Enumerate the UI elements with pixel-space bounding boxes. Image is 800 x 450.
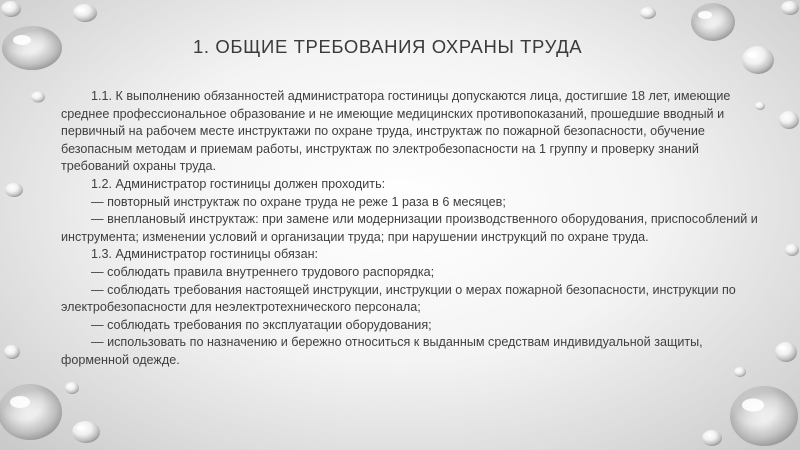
paragraph-1-2: 1.2. Администратор гостиницы должен проходить: bbox=[91, 176, 386, 191]
drop-icon bbox=[775, 342, 797, 362]
drop-icon bbox=[781, 1, 799, 15]
drop-icon bbox=[640, 7, 656, 19]
drop-icon bbox=[702, 430, 722, 446]
drop-icon bbox=[4, 345, 20, 359]
drop-icon bbox=[785, 244, 799, 256]
drop-icon bbox=[31, 92, 45, 103]
drop-icon bbox=[73, 4, 97, 22]
list-item: — соблюдать требования настоящей инструкции, инструкции о мерах пожарной безопасности, инструкции по электробезопасности для неэлектротехнического персонала; bbox=[61, 282, 736, 315]
list-item: — соблюдать правила внутреннего трудового распорядка; bbox=[91, 264, 435, 279]
list-item: — соблюдать требования по эксплуатации оборудования; bbox=[91, 317, 432, 332]
drop-icon bbox=[5, 183, 23, 197]
drop-icon bbox=[1, 1, 21, 17]
drop-icon bbox=[65, 382, 79, 394]
drop-icon bbox=[730, 386, 798, 446]
drop-icon bbox=[691, 3, 735, 41]
drop-icon bbox=[0, 384, 62, 440]
drop-icon bbox=[72, 421, 100, 443]
paragraph-1-1: 1.1. К выполнению обязанностей администратора гостиницы допускаются лица, достигшие 18 лет, имеющие среднее профессиональное образование и не имеющие медицинских противопоказаний, прошедшие вводный и первичный на рабочем месте инструктажи по охране труда, инструктаж по пожарной безопасности, обучение безопасным методам и приемам работы, инструктаж по электробезопасности на 1 группу и проверку знаний требований охраны труда. bbox=[61, 89, 731, 174]
list-item: — использовать по назначению и бережно относиться к выданным средствам индивидуальной защиты, форменной одежде. bbox=[61, 335, 703, 367]
list-item: — внеплановый инструктаж: при замене или модернизации производственного оборудования, приспособлений и инструмента; изменении условий и организации труда; при нарушении инструкций по охране труда. bbox=[61, 212, 758, 244]
list-item: — повторный инструктаж по охране труда не реже 1 раза в 6 месяцев; bbox=[91, 194, 506, 209]
drop-icon bbox=[742, 46, 774, 74]
drop-icon bbox=[2, 26, 62, 70]
drop-icon bbox=[779, 111, 799, 129]
slide-body bbox=[61, 88, 761, 370]
slide-title: 1. ОБЩИЕ ТРЕБОВАНИЯ ОХРАНЫ ТРУДА bbox=[193, 36, 583, 57]
paragraph-1-3: 1.3. Администратор гостиницы обязан: bbox=[91, 247, 319, 262]
